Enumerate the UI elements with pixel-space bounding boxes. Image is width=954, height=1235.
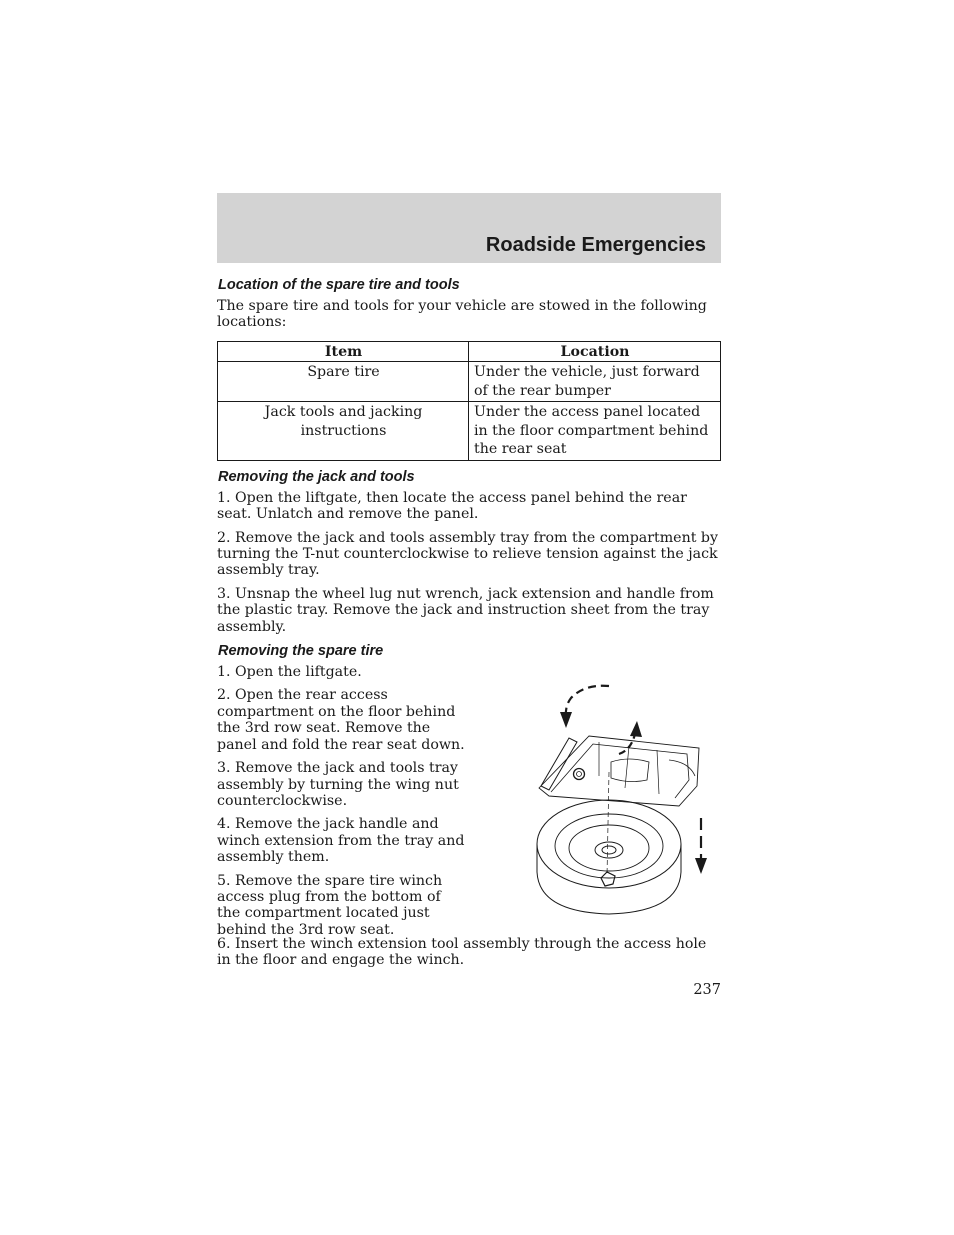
list-item: 2. Remove the jack and tools assembly tray from the compartment by turning the T-nut counterclockwise to relieve tension against the jack assembly tray. <box>217 529 719 579</box>
spare-tire-section <box>217 664 721 944</box>
section-heading-spare: Removing the spare tire <box>218 643 384 660</box>
list-item: 3. Remove the jack and tools tray assembly by turning the wing nut counterclockwise. <box>217 760 459 809</box>
list-item: 1. Open the liftgate, then locate the access panel behind the rear seat. Unlatch and remove the panel. <box>217 489 687 523</box>
location-table <box>217 341 721 461</box>
header-band <box>217 193 721 263</box>
table-row <box>218 362 721 402</box>
intro-paragraph: The spare tire and tools for your vehicle are stowed in the following locations: <box>217 298 707 331</box>
section-heading-jack: Removing the jack and tools <box>218 468 415 485</box>
table-cell-location: Under the vehicle, just forward of the rear bumper <box>469 362 721 402</box>
list-item: 1. Open the liftgate. <box>217 664 362 681</box>
list-item: 6. Insert the winch extension tool assembly through the access hole in the floor and engage the winch. <box>217 936 707 969</box>
list-item: 2. Open the rear access compartment on the floor behind the 3rd row seat. Remove the panel and fold the rear seat down. <box>217 687 465 753</box>
table-cell-item: Jack tools and jacking instructions <box>218 402 469 461</box>
page-title: Roadside Emergencies <box>485 234 706 256</box>
table-row <box>218 402 721 461</box>
list-item: 5. Remove the spare tire winch access plug from the bottom of the compartment located just behind the 3rd row seat. <box>217 872 443 938</box>
content <box>217 276 721 969</box>
table-header-row <box>218 341 721 362</box>
column-header-item: Item <box>218 341 469 362</box>
section-heading-location: Location of the spare tire and tools <box>218 277 460 293</box>
column-header-location: Location <box>469 341 721 362</box>
list-item: 4. Remove the jack handle and winch extension from the tray and assembly them. <box>217 816 465 866</box>
table-cell-item: Spare tire <box>218 362 469 402</box>
spare-tire-illustration <box>529 676 709 926</box>
list-item: 3. Unsnap the wheel lug nut wrench, jack extension and handle from the plastic tray. Remove the jack and instruction sheet from the tray assembly. <box>217 585 714 635</box>
table-cell-location: Under the access panel located in the floor compartment behind the rear seat <box>469 402 721 461</box>
page-number: 237 <box>693 982 721 998</box>
